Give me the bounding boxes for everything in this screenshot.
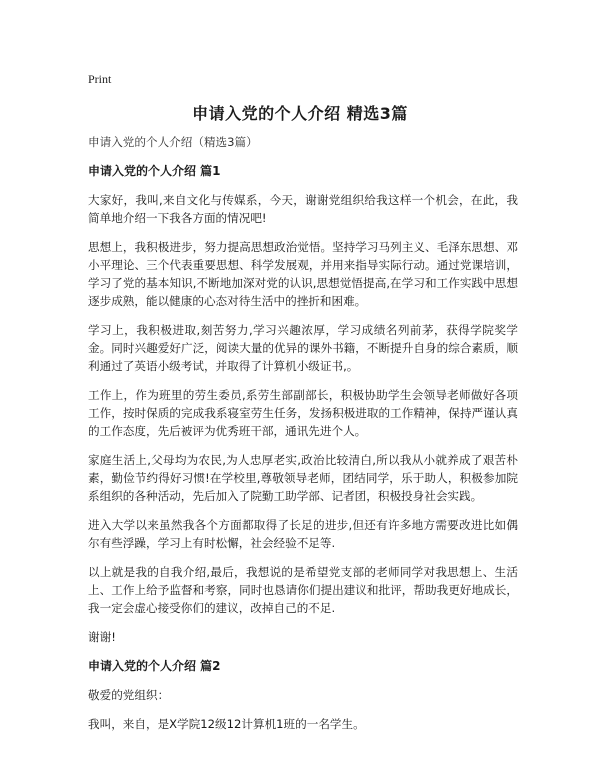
paragraph: 工作上，作为班里的劳生委员,系劳生部副部长，积极协助学生会领导老师做好各项工作，按时保质的完成我系寝室劳生任务，发扬积极进取的工作精神，保持严谨认真的工作态度，先后被评为优秀班干部，通讯先进个人。 bbox=[88, 388, 518, 438]
paragraph: 敬爱的党组织： bbox=[88, 688, 170, 702]
paragraph: 学习上，我积极进取,刻苦努力,学习兴趣浓厚，学习成绩名列前茅，获得学院奖学金。同时兴趣爱好广泛，阅读大量的优异的课外书籍，不断提升自身的综合素质，顺利通过了英语小级考试，并取得了计算机小级证书,。 bbox=[88, 323, 518, 373]
paragraph: 进入大学以来虽然我各个方面都取得了长足的进步,但还有许多地方需要改进比如偶尔有些浮躁，学习上有时松懈，社会经验不足等. bbox=[88, 518, 518, 550]
document-subtitle: 申请入党的个人介绍（精选3篇） bbox=[88, 135, 258, 149]
print-label[interactable]: Print bbox=[88, 72, 112, 86]
paragraph: 思想上，我积极进步，努力提高思想政治觉悟。坚持学习马列主义、毛泽东思想、邓小平理论、三个代表重要思想、科学发展观，并用来指导实际行动。通过党课培训，学习了党的基本知识,不断地加深对党的认识,思想觉悟提高,在学习和工作实践中思想逐步成熟，能以健康的心态对待生活中的挫折和困难。 bbox=[88, 240, 518, 308]
paragraph: 我叫，来自，是X学院12级12计算机1班的一名学生。 bbox=[88, 717, 365, 731]
section-2-heading: 申请入党的个人介绍 篇2 bbox=[88, 659, 221, 673]
paragraph: 家庭生活上,父母均为农民,为人忠厚老实,政治比较清白,所以我从小就养成了艰苦朴素，勤俭节约得好习惯!在学校里,尊敬领导老师，团结同学，乐于助人，积极参加院系组织的各种活动，先后加入了院勤工助学部、记者团，积极投身社会实践。 bbox=[88, 453, 518, 503]
paragraph: 大家好，我叫,来自文化与传媒系，今天，谢谢党组织给我这样一个机会，在此，我简单地介绍一下我各方面的情况吧! bbox=[88, 193, 518, 225]
section-1-heading: 申请入党的个人介绍 篇1 bbox=[88, 164, 221, 178]
paragraph: 以上就是我的自我介绍,最后，我想说的是希望党支部的老师同学对我思想上、生活上、工作上给予监督和考察，同时也恳请你们提出建议和批评，帮助我更好地成长，我一定会虚心接受你们的建议，改掉自己的不足. bbox=[88, 565, 518, 615]
document-body bbox=[88, 133, 518, 744]
paragraph: 谢谢! bbox=[88, 630, 116, 644]
document-title: 申请入党的个人介绍 精选3篇 bbox=[192, 104, 408, 123]
